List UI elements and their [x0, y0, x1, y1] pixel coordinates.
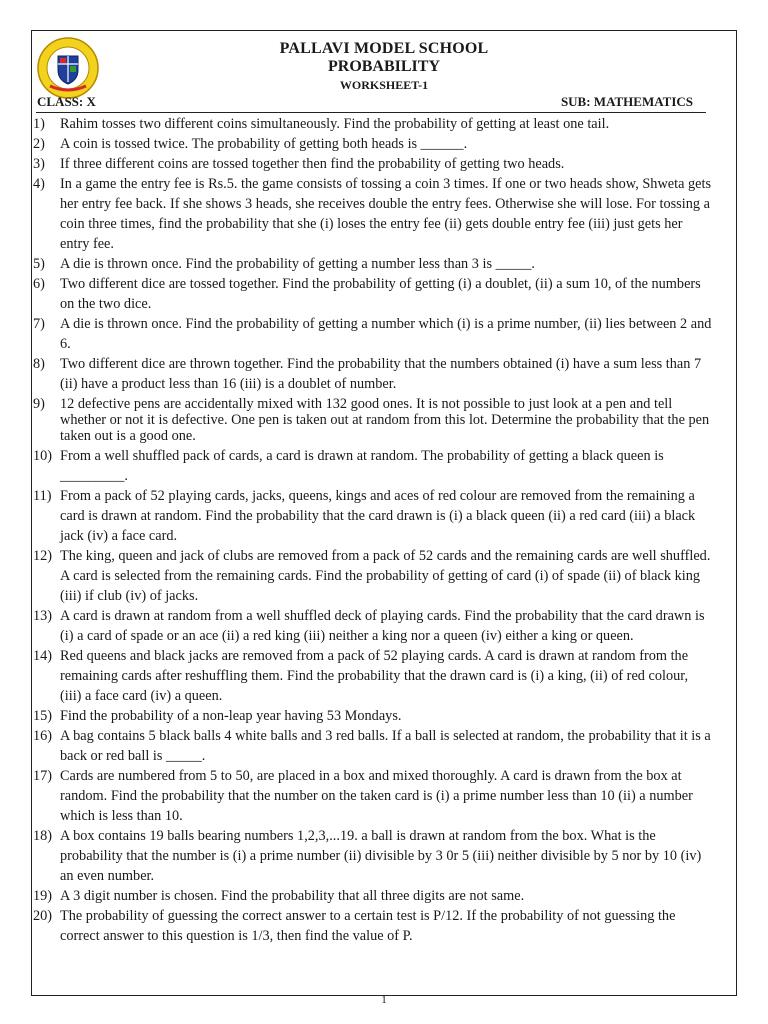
question-item — [33, 706, 713, 726]
header-divider — [36, 112, 706, 113]
page-number: 1 — [381, 994, 387, 1006]
question-number: 20) — [33, 908, 53, 924]
question-item — [33, 274, 713, 314]
question-number: 17) — [33, 768, 53, 784]
question-number: 10) — [33, 448, 53, 464]
question-number: 19) — [33, 888, 53, 904]
question-list — [33, 114, 713, 946]
question-text: A bag contains 5 black balls 4 white balls and 3 red balls. If a ball is selected at random, the probability that it is a back or red ball is _____. — [60, 728, 711, 764]
question-number: 8) — [33, 356, 45, 372]
question-text: Find the probability of a non-leap year having 53 Mondays. — [60, 708, 402, 724]
question-item — [33, 766, 713, 826]
question-text: 12 defective pens are accidentally mixed with 132 good ones. It is not possible to just look at a pen and tell whether or not it is defective. One pen is taken out at random from this lot. Determine the probability that the pen taken out is a good one. — [60, 396, 710, 444]
worksheet-label: WORKSHEET-1 — [339, 78, 429, 92]
question-number: 9) — [33, 396, 45, 412]
subject-label: SUB: MATHEMATICS — [560, 94, 693, 109]
question-item — [33, 394, 713, 446]
document-title: PROBABILITY — [327, 58, 441, 75]
question-text: Rahim tosses two different coins simultaneously. Find the probability of getting at least one tail. — [60, 116, 610, 132]
question-text: From a pack of 52 playing cards, jacks, queens, kings and aces of red colour are removed from the remaining a card is drawn at random. Find the probability that the card drawn is (i) a black queen (ii) a red card (iii) a black jack (iv) a face card. — [60, 488, 696, 544]
question-item — [33, 546, 713, 606]
question-text: The king, queen and jack of clubs are removed from a pack of 52 cards and the remaining cards are well shuffled. A card is selected from the remaining cards. Find the probability of getting of card (i) of spade (ii) of black king (iii) if club (iv) of jacks. — [60, 548, 711, 604]
question-item — [33, 446, 713, 486]
question-text: A 3 digit number is chosen. Find the probability that all three digits are not same. — [60, 888, 525, 904]
question-item — [33, 886, 713, 906]
question-text: The probability of guessing the correct answer to a certain test is P/12. If the probability of not guessing the correct answer to this question is 1/3, then find the value of P. — [60, 908, 676, 944]
question-number: 6) — [33, 276, 45, 292]
question-item — [33, 134, 713, 154]
question-item — [33, 646, 713, 706]
question-item — [33, 606, 713, 646]
question-number: 18) — [33, 828, 53, 844]
question-number: 13) — [33, 608, 53, 624]
question-text: A die is thrown once. Find the probability of getting a number which (i) is a prime number, (ii) lies between 2 and 6. — [60, 316, 712, 352]
question-number: 5) — [33, 256, 45, 272]
question-number: 15) — [33, 708, 53, 724]
question-item — [33, 486, 713, 546]
question-item — [33, 726, 713, 766]
question-number: 14) — [33, 648, 53, 664]
question-number: 4) — [33, 176, 45, 192]
question-item — [33, 114, 713, 134]
question-number: 16) — [33, 728, 53, 744]
question-text: Red queens and black jacks are removed from a pack of 52 playing cards. A card is drawn at random from the remaining cards after reshuffling them. Find the probability that the drawn card is (i) a king, (ii) of red colour, (iii) a face card (iv) a queen. — [60, 648, 689, 704]
question-text: Two different dice are thrown together. Find the probability that the numbers obtained (i) have a sum less than 7 (ii) have a product less than 16 (iii) is a doublet of number. — [60, 356, 702, 392]
question-text: Two different dice are tossed together. Find the probability of getting (i) a doublet, (ii) a sum 10, of the numbers on the two dice. — [60, 276, 701, 312]
question-text: A box contains 19 balls bearing numbers 1,2,3,...19. a ball is drawn at random from the box. What is the probability that the number is (i) a prime number (ii) divisible by 3 0r 5 (iii) neither divisible by 5 nor by 10 (iv) an even number. — [60, 828, 702, 884]
question-text: A coin is tossed twice. The probability of getting both heads is ______. — [60, 136, 468, 152]
question-text: If three different coins are tossed together then find the probability of getting two heads. — [60, 156, 565, 172]
question-text: Cards are numbered from 5 to 50, are placed in a box and mixed thoroughly. A card is drawn from the box at random. Find the probability that the number on the taken card is (i) a prime number less than 10 (ii) a number which is less than 10. — [60, 768, 693, 824]
question-number: 3) — [33, 156, 45, 172]
question-number: 12) — [33, 548, 53, 564]
question-number: 1) — [33, 116, 45, 132]
question-number: 7) — [33, 316, 45, 332]
question-item — [33, 354, 713, 394]
class-label: CLASS: X — [37, 94, 96, 109]
question-item — [33, 174, 713, 254]
question-text: A die is thrown once. Find the probability of getting a number less than 3 is _____. — [60, 256, 535, 272]
school-name: PALLAVI MODEL SCHOOL — [279, 40, 489, 57]
question-item — [33, 906, 713, 946]
question-text: A card is drawn at random from a well shuffled deck of playing cards. Find the probability that the card drawn is (i) a card of spade or an ace (ii) a red king (iii) neither a king nor a queen (iv) either a king or queen. — [60, 608, 705, 644]
question-item — [33, 254, 713, 274]
question-item — [33, 154, 713, 174]
question-text: In a game the entry fee is Rs.5. the game consists of tossing a coin 3 times. If one or two heads show, Shweta gets her entry fee back. If she shows 3 heads, she receives double the entry fees. Otherwise she will lose. For tossing a coin three times, find the probability that she (i) loses the entry fee (ii) gets double entry fee (iii) just gets her entry fee. — [60, 176, 712, 252]
question-item — [33, 314, 713, 354]
question-number: 2) — [33, 136, 45, 152]
question-number: 11) — [33, 488, 52, 504]
question-item — [33, 826, 713, 886]
question-text: From a well shuffled pack of cards, a card is drawn at random. The probability of getting a black queen is _________. — [60, 448, 664, 484]
